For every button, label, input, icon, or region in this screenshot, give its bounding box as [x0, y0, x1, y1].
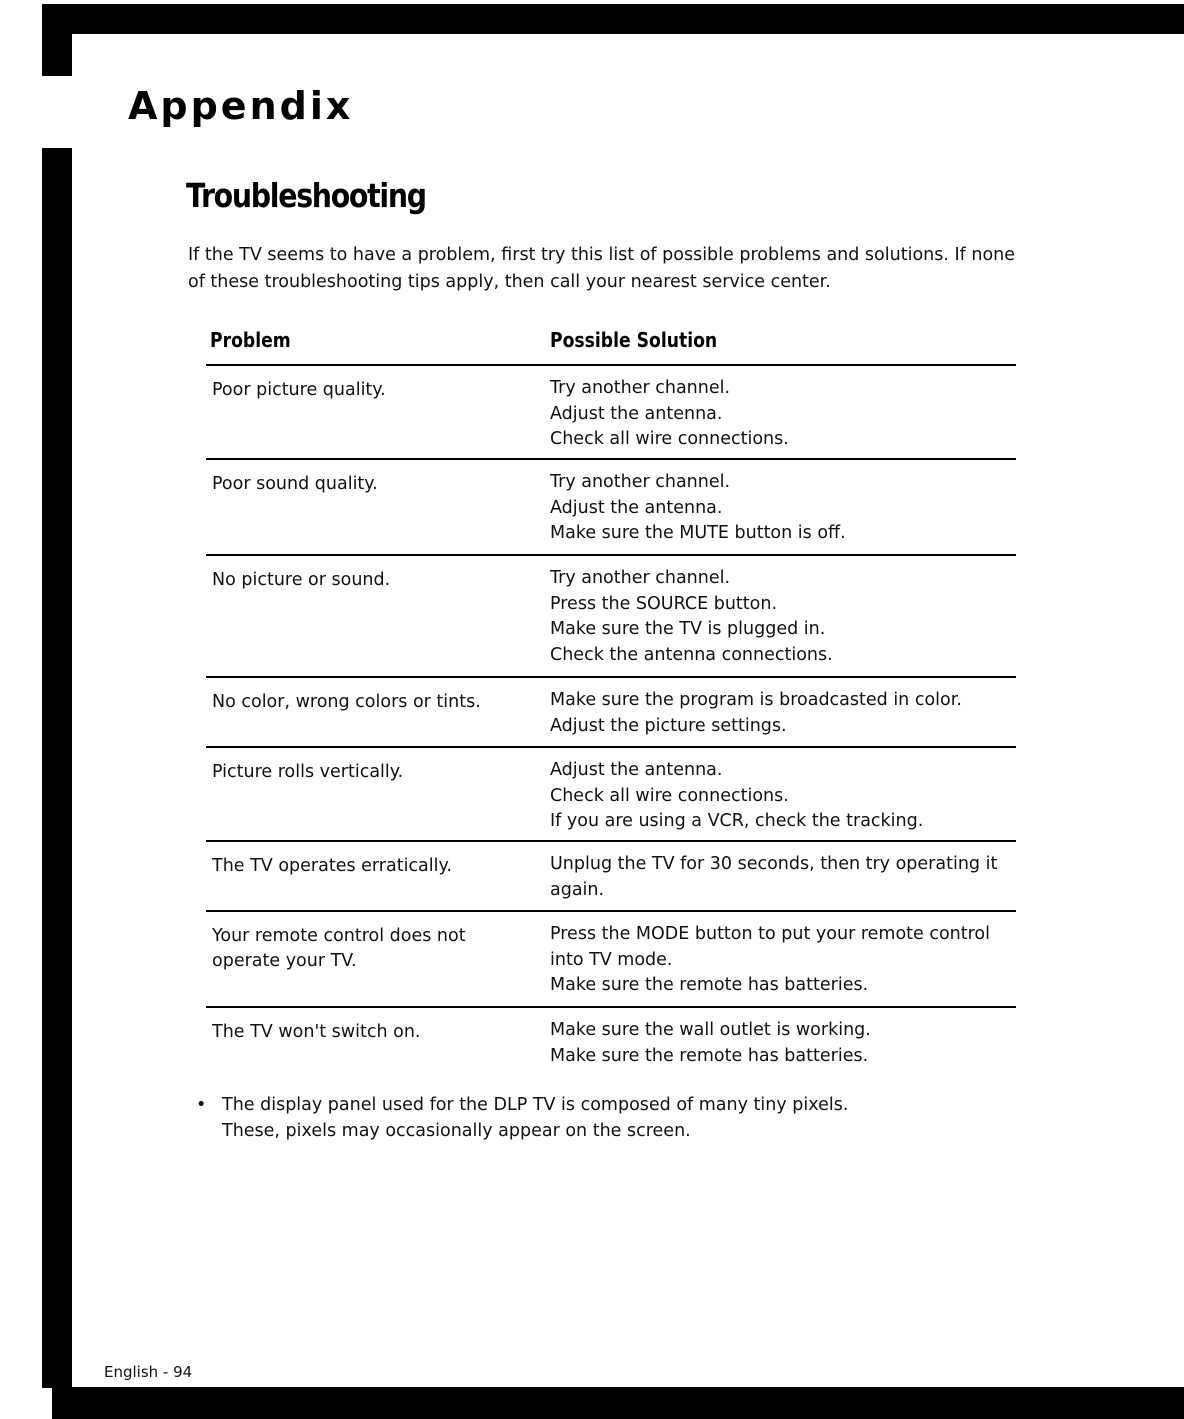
solution-line: Make sure the remote has batteries.	[550, 1045, 869, 1066]
solution-line: Try another channel.	[550, 472, 731, 492]
problem-cell: Picture rolls vertically.	[212, 762, 404, 782]
problem-cell: Poor picture quality.	[212, 380, 386, 400]
solution-line: Adjust the antenna.	[550, 497, 723, 518]
solution-line: Make sure the program is broadcasted in color.	[550, 690, 962, 710]
solution-line: Press the MODE button to put your remote control	[550, 924, 991, 944]
solution-line: Try another channel.	[550, 568, 731, 588]
table-row	[206, 366, 1016, 460]
header-problem: Problem	[210, 328, 291, 352]
solution-line: Try another channel.	[550, 378, 731, 398]
solution-cell	[550, 470, 1000, 547]
note-line: The display panel used for the DLP TV is composed of many tiny pixels.	[222, 1095, 849, 1115]
solution-line: Check all wire connections.	[550, 785, 789, 806]
table-row	[206, 842, 1016, 912]
solution-cell	[550, 566, 1000, 668]
solution-line: Unplug the TV for 30 seconds, then try operating it	[550, 854, 998, 874]
page-title: Troubleshooting	[186, 176, 426, 215]
solution-cell	[550, 1018, 1000, 1069]
solution-cell	[550, 376, 1000, 453]
solution-line: Make sure the TV is plugged in.	[550, 619, 826, 639]
problem-cell: No picture or sound.	[212, 570, 391, 590]
bullet-marker: •	[196, 1095, 207, 1115]
solution-cell	[550, 758, 1000, 835]
table-row	[206, 748, 1016, 842]
solution-line: into TV mode.	[550, 949, 673, 970]
problem-cell: The TV won't switch on.	[212, 1022, 421, 1042]
problem-cell: The TV operates erratically.	[212, 856, 452, 876]
solution-line: Check the antenna connections.	[550, 644, 833, 665]
solution-cell	[550, 922, 1000, 999]
solution-line: Check all wire connections.	[550, 429, 789, 449]
table-row	[206, 556, 1016, 678]
solution-line: Make sure the remote has batteries.	[550, 975, 869, 995]
solution-line: If you are using a VCR, check the tracking.	[550, 811, 924, 831]
solution-line: Adjust the antenna.	[550, 760, 723, 780]
solution-line: Adjust the picture settings.	[550, 715, 787, 736]
solution-line: Make sure the MUTE button is off.	[550, 523, 846, 543]
solution-line: Press the SOURCE button.	[550, 593, 778, 614]
header-solution: Possible Solution	[550, 328, 718, 352]
solution-cell	[550, 688, 1000, 739]
table-row	[206, 678, 1016, 748]
section-heading: Appendix	[128, 84, 354, 128]
table-row	[206, 912, 1016, 1008]
troubleshooting-table	[206, 324, 1016, 1084]
solution-line: again.	[550, 879, 605, 900]
solution-cell	[550, 852, 1000, 903]
top-left-border-tab	[42, 4, 72, 76]
solution-line: Adjust the antenna.	[550, 403, 723, 424]
intro-paragraph: If the TV seems to have a problem, first try this list of possible problems and solutions. If none of these troubleshooting tips apply, then call your nearest service center.	[188, 245, 1016, 292]
bottom-border-bar	[52, 1387, 1184, 1419]
page-number: English - 94	[104, 1363, 193, 1381]
problem-cell: Poor sound quality.	[212, 474, 378, 494]
note-line: These, pixels may occasionally appear on the screen.	[222, 1121, 691, 1141]
left-border-bar	[42, 148, 72, 1388]
top-border-bar	[42, 4, 1184, 34]
table-row	[206, 460, 1016, 556]
problem-cell: No color, wrong colors or tints.	[212, 692, 481, 712]
problem-cell: Your remote control does not operate your TV.	[212, 926, 466, 971]
table-header	[206, 324, 1016, 366]
table-row	[206, 1008, 1016, 1084]
solution-line: Make sure the wall outlet is working.	[550, 1020, 871, 1040]
note-text	[222, 1092, 848, 1144]
